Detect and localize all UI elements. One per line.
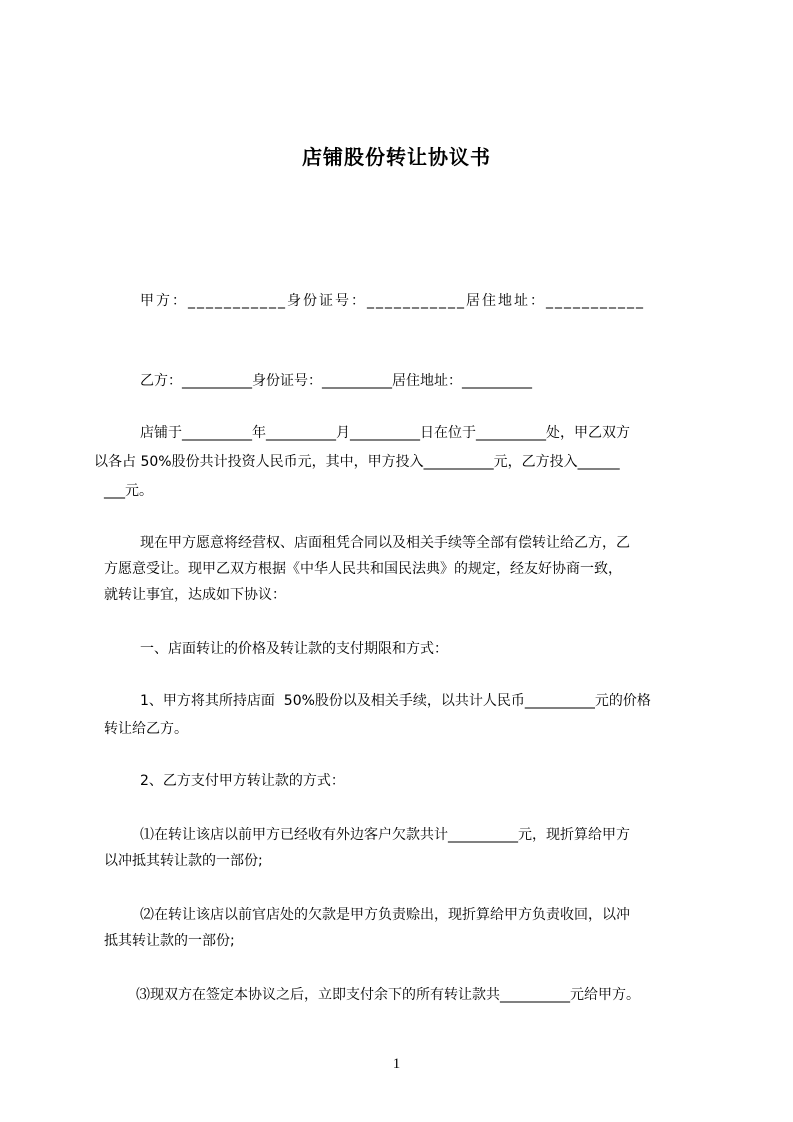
transfer-line-3: 就转让事宜，达成如下协议： xyxy=(104,587,286,603)
item-1-line-2: 转让给乙方。 xyxy=(104,721,188,737)
sub-item-2-line-2: 抵其转让款的一部份; xyxy=(104,933,235,949)
intro-line-3: ___元。 xyxy=(104,483,153,499)
item-1-line-1: 1、甲方将其所持店面 50%股份以及相关手续，以共计人民币__________元的价格 xyxy=(140,693,651,709)
page-number: 1 xyxy=(392,1056,401,1072)
sub-item-2-line-1: ⑵在转让该店以前官店处的欠款是甲方负责赊出，现折算给甲方负责收回，以冲 xyxy=(140,907,630,923)
sub-item-1-line-1: ⑴在转让该店以前甲方已经收有外边客户欠款共计__________元，现折算给甲方 xyxy=(140,827,630,843)
item-2-heading: 2、乙方支付甲方转让款的方式： xyxy=(140,773,345,789)
party-b-line: 乙方：__________身份证号：__________居住地址：__________ xyxy=(140,373,532,389)
sub-item-1-line-2: 以冲抵其转让款的一部份; xyxy=(104,853,263,869)
section-1-heading: 一、店面转让的价格及转让款的支付期限和方式： xyxy=(140,641,448,657)
party-a-line: 甲方：___________身份证号：___________居住地址：___________ xyxy=(140,293,645,309)
transfer-line-2: 方愿意受让。现甲乙双方根据《中华人民共和国民法典》的规定，经友好协商一致， xyxy=(104,561,622,577)
intro-line-2: 以各占 50%股份共计投资人民币元，其中，甲方投入__________元，乙方投入______ xyxy=(94,454,620,470)
intro-line-1: 店铺于__________年__________月__________日在位于__________处，甲乙双方 xyxy=(140,425,630,441)
page-title: 店铺股份转让协议书 xyxy=(302,145,491,169)
sub-item-3-line: ⑶现双方在签定本协议之后，立即支付余下的所有转让款共__________元给甲方。 xyxy=(136,987,640,1003)
transfer-line-1: 现在甲方愿意将经营权、店面租凭合同以及相关手续等全部有偿转让给乙方，乙 xyxy=(140,535,630,551)
